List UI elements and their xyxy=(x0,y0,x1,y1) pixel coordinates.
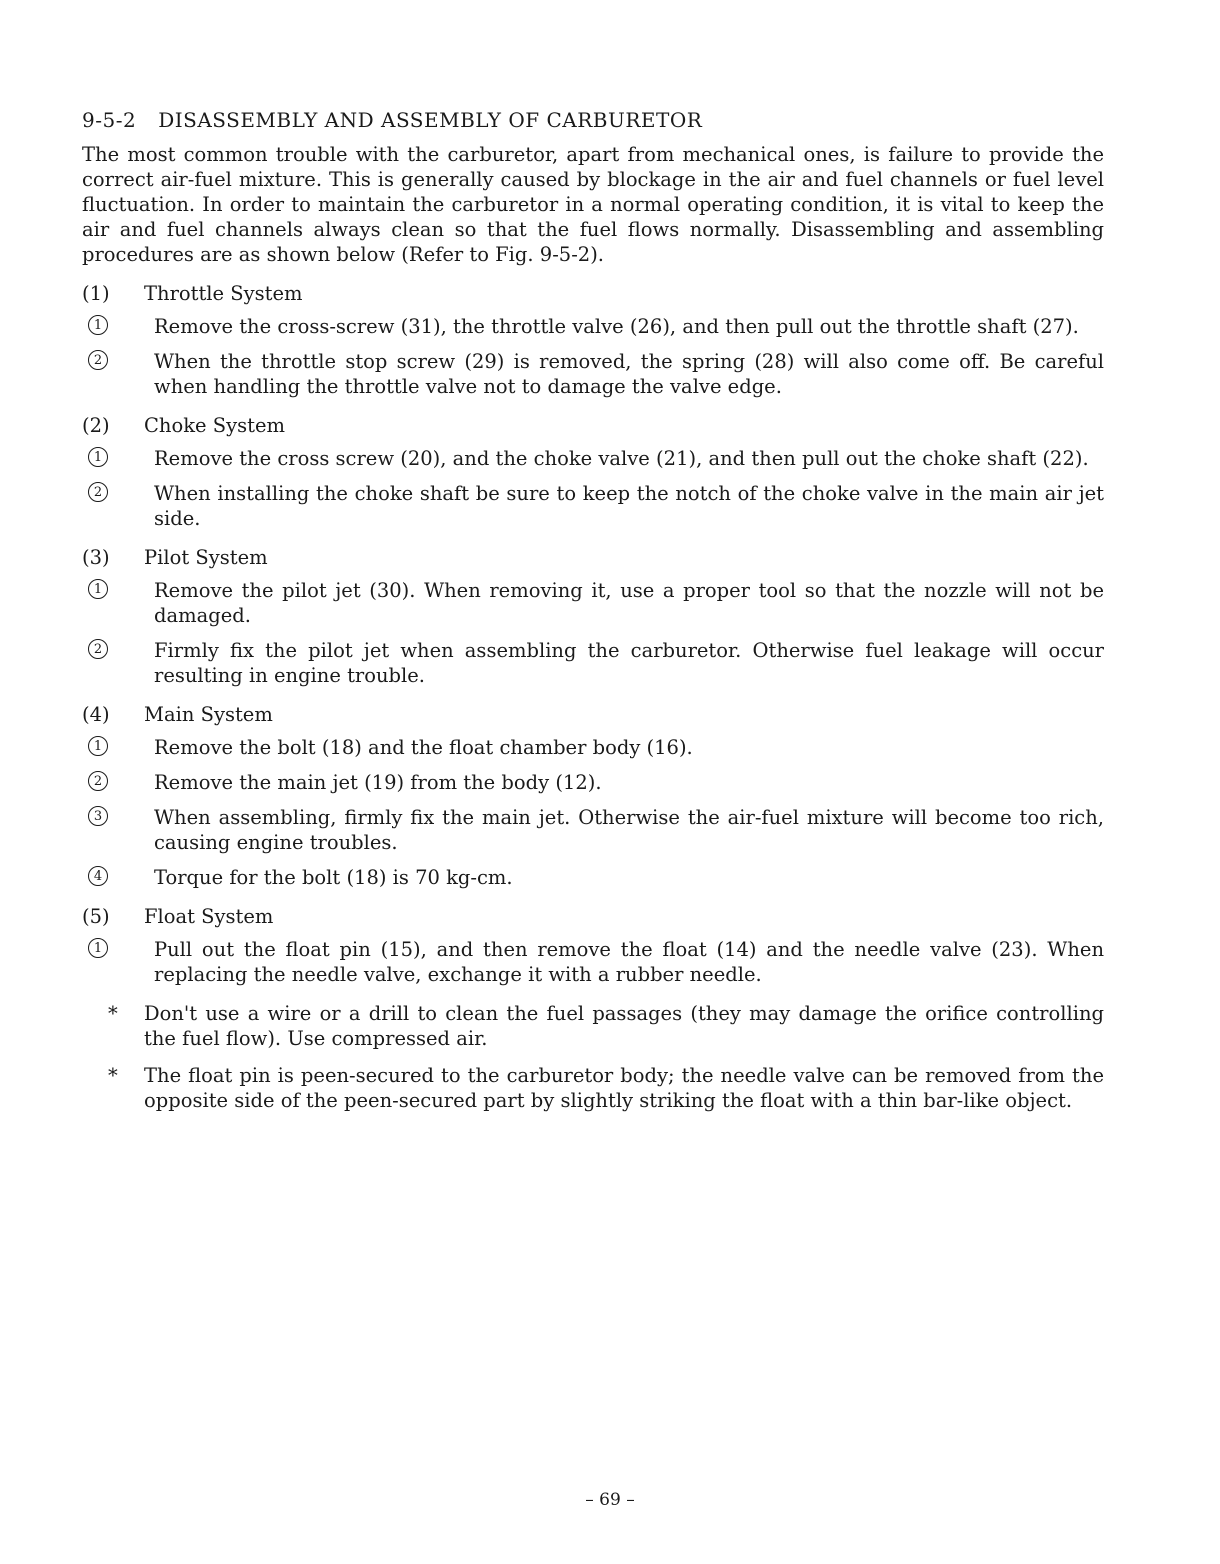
section-heading xyxy=(82,108,1104,132)
note-text: Don't use a wire or a drill to clean the fuel passages (they may damage the orifice controlling the fuel flow). Use compressed air. xyxy=(144,1002,1104,1050)
circled-number-icon: 2 xyxy=(88,771,108,791)
item-text: Remove the bolt (18) and the float chamber body (16). xyxy=(154,736,693,759)
section-title-text: Pilot System xyxy=(144,546,268,569)
section-title xyxy=(82,545,1104,570)
note-text: The float pin is peen-secured to the carburetor body; the needle valve can be removed from the opposite side of the peen-secured part by slightly striking the float with a thin bar-like object. xyxy=(144,1064,1104,1112)
section-number: (3) xyxy=(82,546,110,569)
circled-number-icon: 2 xyxy=(88,350,108,370)
note xyxy=(82,1001,1104,1051)
item-text: Firmly fix the pilot jet when assembling the carburetor. Otherwise fuel leakage will occur resulting in engine trouble. xyxy=(154,639,1104,687)
circled-number-icon: 1 xyxy=(88,736,108,756)
list-item xyxy=(82,638,1104,688)
list-item xyxy=(82,578,1104,628)
circled-number-icon: 1 xyxy=(88,579,108,599)
circled-number-icon: 4 xyxy=(88,866,108,886)
circled-number-icon: 1 xyxy=(88,315,108,335)
list-item xyxy=(82,865,1104,890)
list-item xyxy=(82,446,1104,471)
section-title xyxy=(82,281,1104,306)
circled-number-icon: 1 xyxy=(88,938,108,958)
item-text: When assembling, firmly fix the main jet. Otherwise the air-fuel mixture will become too rich, causing engine troubles. xyxy=(154,806,1104,854)
heading-title: DISASSEMBLY AND ASSEMBLY OF CARBURETOR xyxy=(158,108,703,132)
section-number: (2) xyxy=(82,414,110,437)
circled-number-icon: 2 xyxy=(88,639,108,659)
page-number: – 69 – xyxy=(585,1490,635,1510)
list-item xyxy=(82,314,1104,339)
heading-number: 9-5-2 xyxy=(82,108,137,132)
list-item xyxy=(82,805,1104,855)
circled-number-icon: 2 xyxy=(88,482,108,502)
note xyxy=(82,1063,1104,1113)
asterisk-icon: * xyxy=(108,1002,118,1025)
section-title-text: Main System xyxy=(144,703,273,726)
circled-number-icon: 1 xyxy=(88,447,108,467)
section-title-text: Float System xyxy=(144,905,274,928)
list-item xyxy=(82,735,1104,760)
notes xyxy=(82,1001,1104,1113)
section xyxy=(82,702,1104,890)
item-text: Remove the cross screw (20), and the choke valve (21), and then pull out the choke shaft (22). xyxy=(154,447,1089,470)
section-title-text: Throttle System xyxy=(144,282,303,305)
list-item xyxy=(82,481,1104,531)
list-item xyxy=(82,770,1104,795)
section-title xyxy=(82,702,1104,727)
section xyxy=(82,281,1104,399)
section xyxy=(82,413,1104,531)
section-title-text: Choke System xyxy=(144,414,286,437)
sections xyxy=(82,281,1104,987)
asterisk-icon: * xyxy=(108,1064,118,1087)
circled-number-icon: 3 xyxy=(88,806,108,826)
item-text: Remove the main jet (19) from the body (12). xyxy=(154,771,602,794)
item-text: Torque for the bolt (18) is 70 kg-cm. xyxy=(154,866,513,889)
page-content xyxy=(82,108,1104,1113)
section-number: (5) xyxy=(82,905,110,928)
section-title xyxy=(82,904,1104,929)
list-item xyxy=(82,349,1104,399)
section-number: (4) xyxy=(82,703,110,726)
list-item xyxy=(82,937,1104,987)
item-text: Pull out the float pin (15), and then remove the float (14) and the needle valve (23). When replacing the needle valve, exchange it with a rubber needle. xyxy=(154,938,1104,986)
section-title xyxy=(82,413,1104,438)
section xyxy=(82,904,1104,987)
item-text: When the throttle stop screw (29) is removed, the spring (28) will also come off. Be careful when handling the throttle valve not to damage the valve edge. xyxy=(154,350,1104,398)
intro-paragraph: The most common trouble with the carburetor, apart from mechanical ones, is failure to provide the correct air-fuel mixture. This is generally caused by blockage in the air and fuel channels or fuel level fluctuation. In order to maintain the carburetor in a normal operating condition, it is vital to keep the air and fuel channels always clean so that the fuel flows normally. Disassembling and assembling procedures are as shown below (Refer to Fig. 9-5-2). xyxy=(82,143,1104,266)
section xyxy=(82,545,1104,688)
item-text: Remove the cross-screw (31), the throttle valve (26), and then pull out the throttle shaft (27). xyxy=(154,315,1079,338)
section-number: (1) xyxy=(82,282,110,305)
item-text: When installing the choke shaft be sure to keep the notch of the choke valve in the main air jet side. xyxy=(154,482,1104,530)
item-text: Remove the pilot jet (30). When removing it, use a proper tool so that the nozzle will not be damaged. xyxy=(154,579,1104,627)
